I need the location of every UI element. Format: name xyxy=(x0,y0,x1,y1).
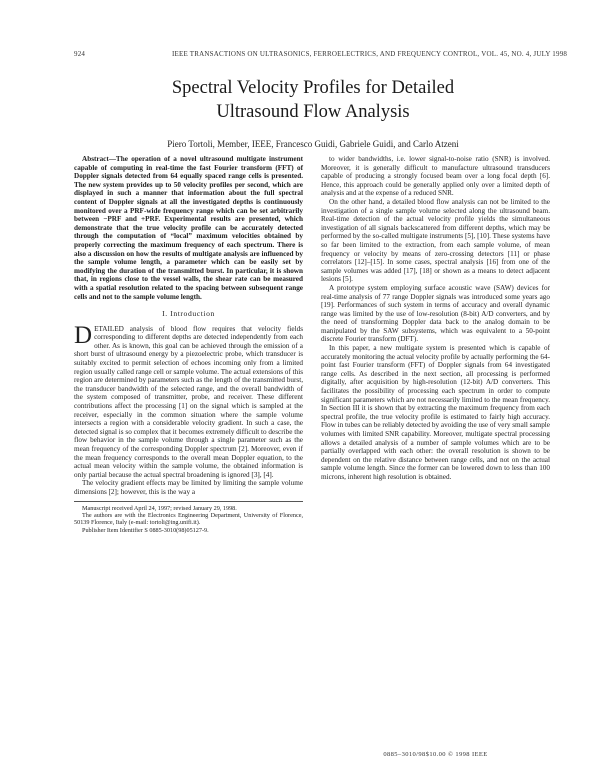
right-column xyxy=(321,155,550,482)
footnote-block xyxy=(74,501,303,535)
footnote-affiliation: The authors are with the Electronics Engineering Department, University of Florence, 50139 Florence, Italy (e-mail: tortoli@ing.unifi.it). xyxy=(74,511,303,527)
running-header xyxy=(74,50,568,62)
copyright-footer: 0885–3010/98$10.00 © 1998 IEEE xyxy=(383,751,488,758)
footnote-identifier: Publisher Item Identifier S 0885-3010(98)05127-9. xyxy=(82,526,209,534)
intro-paragraph-2: The velocity gradient effects may be limited by limiting the sample volume dimensions [2]; however, this is the way a xyxy=(74,479,303,496)
right-paragraph-3: A prototype system employing surface acoustic wave (SAW) devices for real-time analysis of 77 range Doppler signals was introduced some years ago [19]. Performances of such system in terms of accuracy and overall dynamic range was limited by the use of low-resolution (8-bit) A/D converters, and by the need of transforming Doppler data back to the analog domain to be manipulated by the SAW subsystems, which was equivalent to a 50-point discrete Fourier transform (DFT). xyxy=(321,283,550,344)
paper-title xyxy=(74,76,552,124)
page-number: 924 xyxy=(74,50,86,58)
right-paragraph-1: to wider bandwidths, i.e. lower signal-to-noise ratio (SNR) is involved. Moreover, it is generally difficult to manufacture ultrasound transducers capable of producing a strongly focused beam over a long focal depth [6]. Hence, this approach could be generally applied only over a limited depth of analysis and at the expense of a reduced SNR. xyxy=(321,155,550,198)
title-line-2: Ultrasound Flow Analysis xyxy=(216,102,410,122)
right-paragraph-4: In this paper, a new multigate system is presented which is capable of accurately monitoring the actual velocity profile by actually performing the 64-point fast Fourier transform (FFT) of Doppler signals from 64 investigated range cells. As described in the next section, all processing is performed digitally, after acquisition by high-resolution (12-bit) A/D converters. This facilitates the possibility of processing each spectrum in order to compute significant parameters which are not necessarily limited to the mean frequency. In Section III it is shown that by extracting the maximum frequency from each spectral profile, the true velocity profile is estimated to fairly high accuracy. Flow in tubes can be reliably detected by avoiding the use of very small sample volumes with limited SNR capability. Moreover, multigate spectral processing allows a detailed analysis of a number of sample volumes which are to be partially overlapped with each other: the overall resolution is shown to be dependent on the relative distance between range cells, and not on the actual sample volume length. Since the former can be lowered down to less than 100 microns, inherent high resolution is obtained. xyxy=(321,344,550,481)
left-column xyxy=(74,155,303,534)
author-list: Piero Tortoli, Member, IEEE, Francesco Guidi, Gabriele Guidi, and Carlo Atzeni xyxy=(167,139,459,149)
right-paragraph-2: On the other hand, a detailed blood flow analysis can not be limited to the investigation of a single sample volume selected along the ultrasound beam. Real-time detection of the actual velocity profile yields the simultaneous investigation of all signals backscattered from different depths, which may be performed by the so-called multigate instruments [5], [10]. These systems have so far been limited to the extraction, from each sample volume, of mean frequency or velocity by means of zero-crossing detectors [11] or phase correlators [12]–[15]. In some cases, spectral analysis [16] from one of the sample volumes was added [17], [18] or shown as a means to detect adjacent lesions [5]. xyxy=(321,197,550,284)
abstract: Abstract—The operation of a novel ultrasound multigate instrument capable of computing in real-time the fast Fourier transform (FFT) of Doppler signals detected from 64 equally spaced range cells is presented. The new system provides up to 50 velocity profiles per second, which are displayed in such a manner that information about the full spectral content of Doppler signals at all the investigated depths is continuously monitored over a PRF-wide frequency range which can be set arbitrarily between −PRF and +PRF. Experimental results are presented, which demonstrate that the true velocity profile can be accurately detected through the computation of “local” maximum velocities obtained by properly correcting the maximum frequency of each spectrum. There is also a discussion on how the results of multigate analysis are influenced by the sample volume length, a parameter which can be easily set by modifying the duration of the transmitted burst. In particular, it is shown that, in regions close to the vessel walls, the shear rate can be measured with a spatial resolution related to the spacing between subsequent range cells and not to the sample volume length. xyxy=(74,155,303,301)
footnote-received: Manuscript received April 24, 1997; revised January 29, 1998. xyxy=(82,504,237,512)
title-line-1: Spectral Velocity Profiles for Detailed xyxy=(171,78,455,98)
journal-name: IEEE TRANSACTIONS ON ULTRASONICS, FERROELECTRICS, AND FREQUENCY CONTROL, VOL. 45, NO. 4, JULY 1998 xyxy=(172,50,568,58)
intro-paragraph-1: DETAILED analysis of blood flow requires that velocity fields corresponding to different depths are detected independently from each other. As is known, this goal can be achieved through the emission of a short burst of ultrasound energy by a piezoelectric probe, which transducer is suitably excited to permit selection of echoes incoming only from a limited region usually called range cell or sample volume. The actual extensions of this region are determined by parameters such as the length of the transmitted burst, the transducer bandwidth of the selected range, and the overall bandwidth of the system composed of transmitter, probe, and receiver. These different contributions affect the processing [1] on the signal which is sampled at the receiver, especially in the common situation where the sample volume intersects a region with a considerable velocity gradient. In such a case, the detected signal is so complex that it becomes extremely difficult to describe the flow behavior in the sample volume through a single parameter such as the mean frequency of the corresponding Doppler spectrum [2]. Moreover, even if the mean frequency corresponds to the overall mean Doppler equation, to the actual mean velocity within the sample volume, the obtained information is only partial because the actual spectral broadening is ignored [3], [4]. xyxy=(74,321,303,479)
drop-cap: D xyxy=(74,321,93,349)
section-heading-introduction: I. Introduction xyxy=(162,309,215,319)
